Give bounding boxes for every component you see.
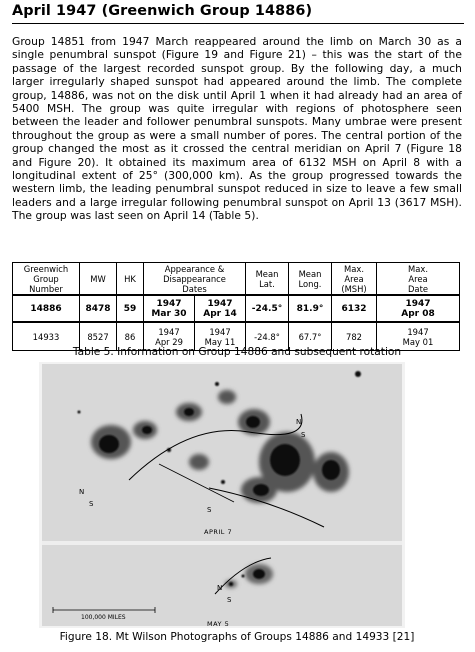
cell-area-date: 1947 May 01 [377,322,460,351]
header-area-date: Max. Area Date [377,263,460,296]
cell-long: 67.7° [289,322,332,351]
cell-long: 81.9° [289,295,332,322]
header-long: Mean Long. [289,263,332,296]
cell-area: 6132 [332,295,377,322]
cell-disappearance: 1947 May 11 [195,322,246,351]
cell-mw: 8527 [80,322,117,351]
header-mw: MW [80,263,117,296]
cell-lat: -24.5° [246,295,289,322]
label-s-may: S [227,596,232,604]
label-s-right: S [301,431,306,439]
section-heading: April 1947 (Greenwich Group 14886) [12,3,313,19]
header-lat: Mean Lat. [246,263,289,296]
group-info-table [12,262,460,351]
cell-area: 782 [332,322,377,351]
table-caption: Table 5. Information on Group 14886 and subsequent rotation [72,346,402,358]
label-may-5: MAY 5 [207,620,230,628]
header-group: Greenwich Group Number [13,263,80,296]
label-n-right: N [296,418,302,426]
table-row [13,295,460,322]
cell-appearance: 1947 Apr 29 [144,322,195,351]
figure-caption: Figure 18. Mt Wilson Photographs of Groups 14886 and 14933 [21] [59,631,415,643]
label-s-left: S [89,500,94,508]
heading-rule [12,23,464,24]
cell-lat: -24.8° [246,322,289,351]
table-header-row [13,263,460,296]
cell-hk: 86 [117,322,144,351]
label-s-mid: S [207,506,212,514]
cell-group: 14886 [13,295,80,322]
label-n-may: N [217,584,223,592]
sunspot-photograph [39,362,405,628]
cell-appearance: 1947 Mar 30 [144,295,195,322]
header-area: Max. Area (MSH) [332,263,377,296]
cell-disappearance: 1947 Apr 14 [195,295,246,322]
cell-mw: 8478 [80,295,117,322]
photo-divider [42,541,402,545]
cell-area-date: 1947 Apr 08 [377,295,460,322]
label-april-7: APRIL 7 [204,528,233,536]
cell-group: 14933 [13,322,80,351]
label-n-left: N [79,488,85,496]
header-dates: Appearance & Disappearance Dates [144,263,246,296]
cell-hk: 59 [117,295,144,322]
header-hk: HK [117,263,144,296]
body-paragraph: Group 14851 from 1947 March reappeared around the limb on March 30 as a single penumbral sunspot (Figure 19 and Figure 21) – this was the start of the passage of the largest recorded sunspot group. By the following day, a much larger irregularly shaped sunspot had appeared around the limb. The complete group, 14886, was not on the disk until April 1 when it had already had an area of 5400 MSH. The group was quite irregular with regions of photosphere seen between the leader and follower penumbral sunspots. Many umbrae were present throughout the group as were a small number of pores. The central portion of the group changed the most as it crossed the central meridian on April 7 (Figure 18 and Figure 20). It obtained its maximum area of 6132 MSH on April 8 with a longitudinal extent of 25° (300,000 km). As the group progressed towards the western limb, the leading penumbral sunspot reduced in size to leave a few small leaders and a large irregular following penumbral sunspot on April 13 (3617 MSH). The group was last seen on April 14 (Table 5). [12,35,462,223]
scale-bar-label: 100,000 MILES [81,614,126,621]
